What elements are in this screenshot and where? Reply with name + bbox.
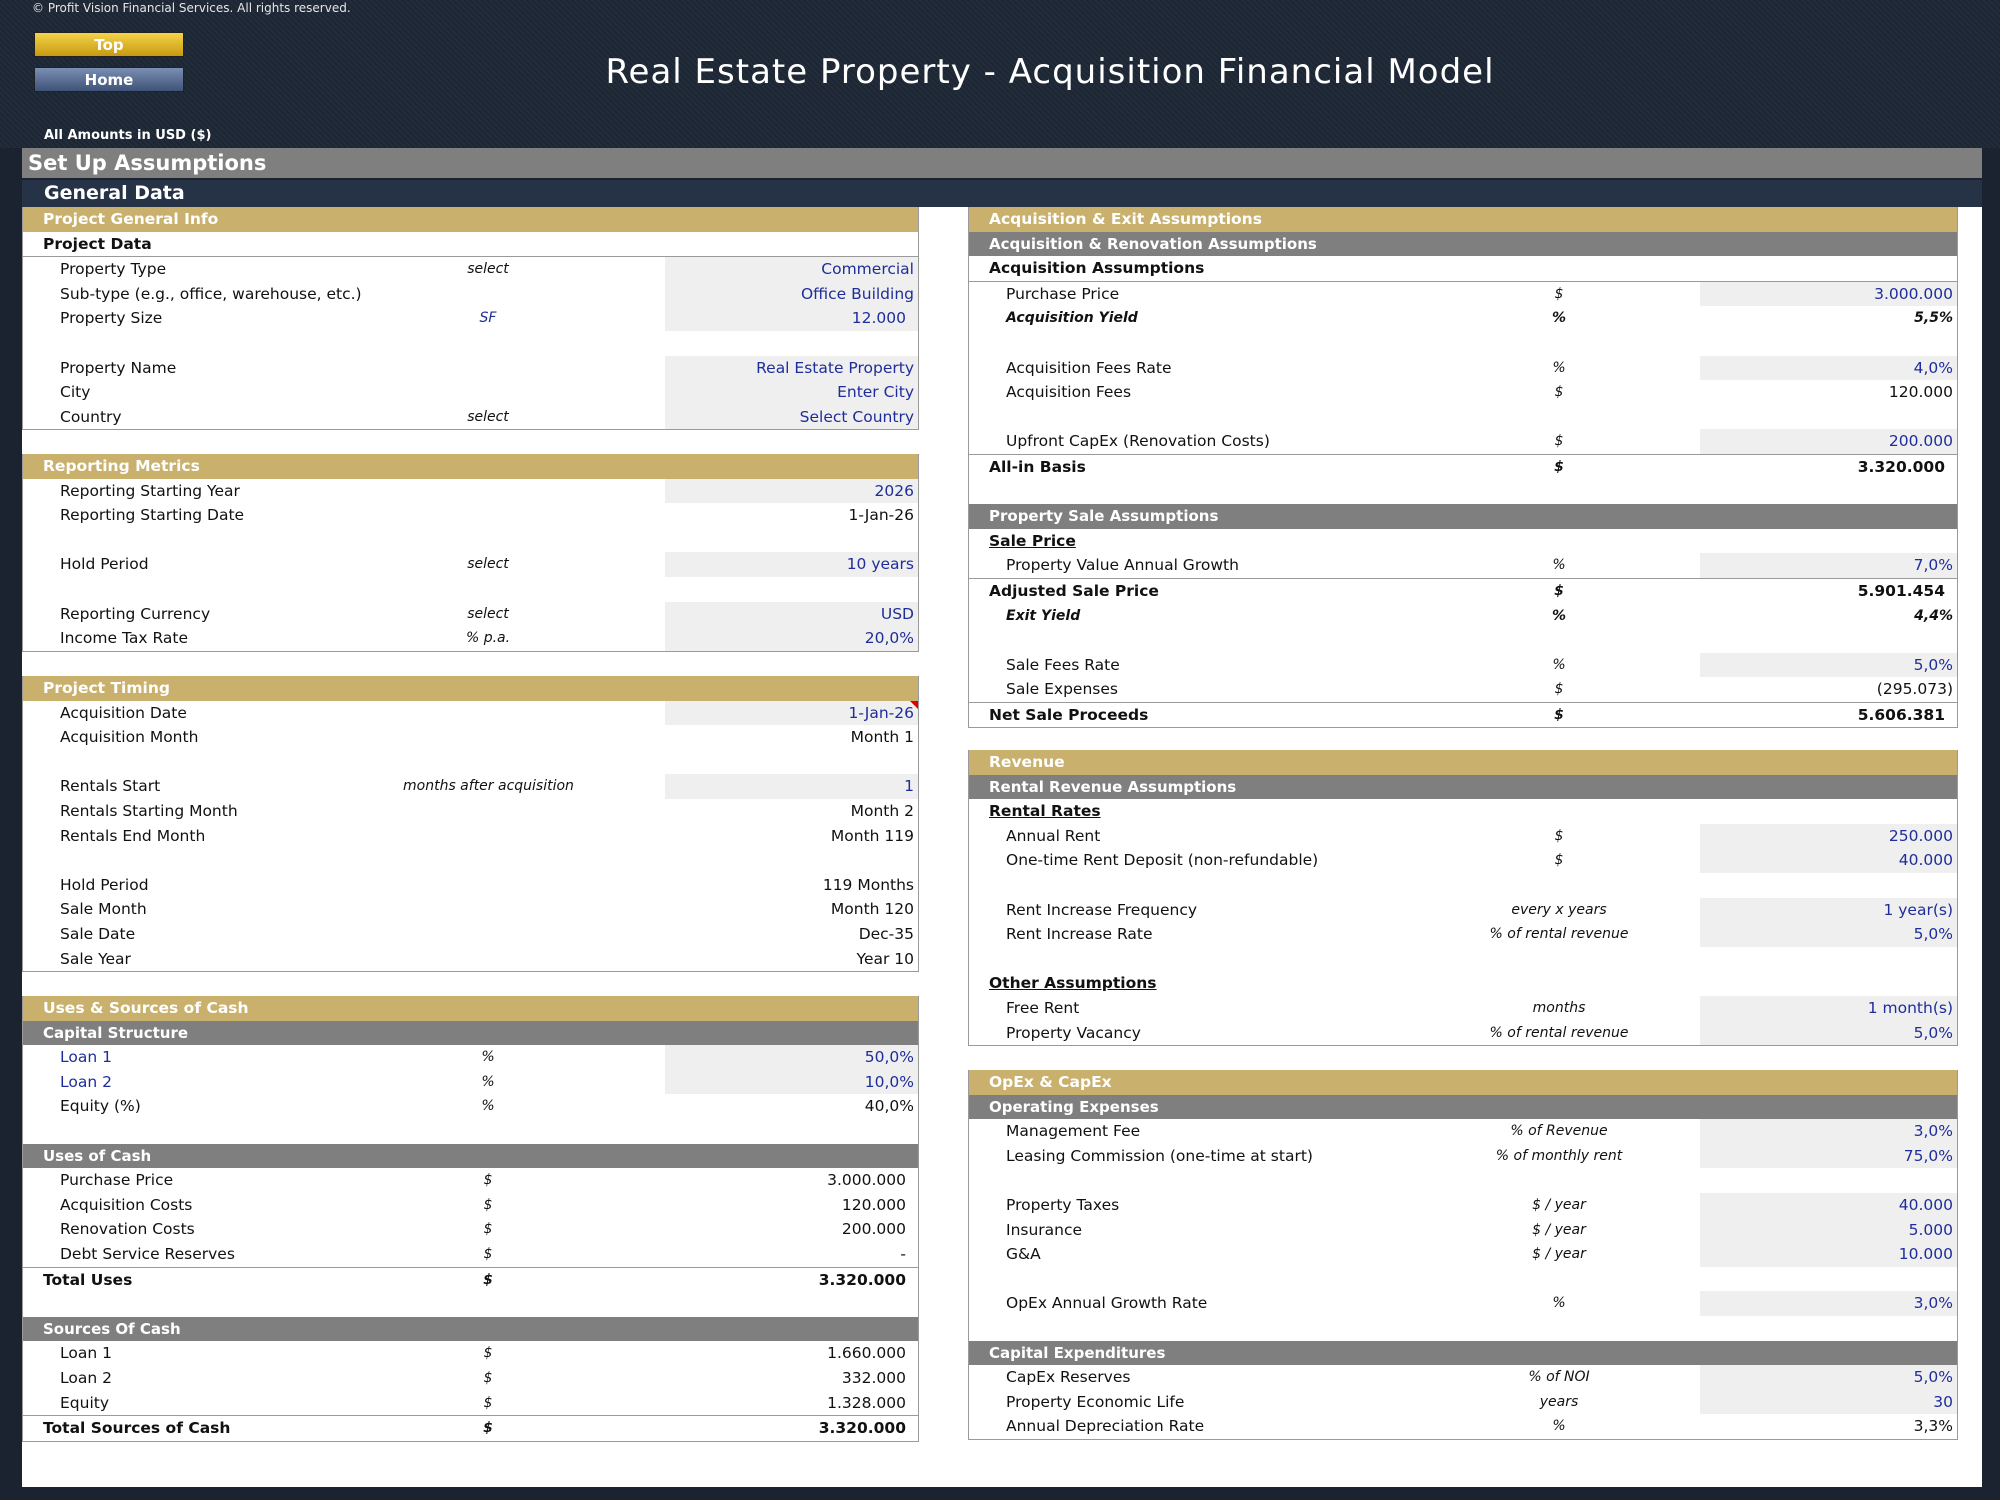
row-unit: $ / year (1532, 1196, 1586, 1213)
data-row (23, 1242, 918, 1267)
data-row (969, 677, 1957, 702)
purchase-price-input[interactable]: 3.000.000 (1700, 282, 1957, 307)
row-label: Rent Increase Frequency (1006, 900, 1198, 919)
data-row (23, 306, 918, 331)
row-label: Hold Period (60, 555, 149, 574)
row-label: Sale Expenses (1006, 680, 1118, 699)
row-label: Renovation Costs (60, 1220, 195, 1239)
spacer-row (23, 848, 918, 873)
total-row (969, 702, 1957, 728)
spacer-row (969, 873, 1957, 898)
rentals-start-input[interactable]: 1 (665, 774, 918, 799)
copyright-text: © Profit Vision Financial Services. All rights reserved. (32, 1, 351, 15)
row-label: Property Size (60, 309, 163, 328)
data-row (23, 799, 918, 824)
row-unit: $ (1554, 433, 1564, 450)
subheader-label: Project Data (43, 234, 152, 253)
property-taxes-input[interactable]: 40.000 (1700, 1193, 1957, 1218)
data-row (969, 848, 1957, 873)
row-unit: % (1552, 1295, 1566, 1312)
upfront-capex-input[interactable]: 200.000 (1700, 429, 1957, 454)
row-value: Month 120 (830, 900, 914, 919)
header-bar (0, 0, 2000, 148)
loan1-pct-input[interactable]: 50,0% (665, 1045, 918, 1070)
row-unit: $ / year (1532, 1221, 1586, 1238)
row-value: 120.000 (841, 1195, 906, 1214)
row-label: City (60, 383, 91, 402)
spacer-row (23, 750, 918, 775)
row-unit: $ (483, 1394, 493, 1411)
adjusted-sale-value: 5.901.454 (1857, 581, 1945, 600)
row-value: Dec-35 (858, 924, 914, 943)
setup-banner: Set Up Assumptions (22, 148, 1982, 178)
economic-life-input[interactable]: 30 (1700, 1390, 1957, 1415)
subheader-label: Rental Rates (989, 802, 1101, 821)
row-label: Property Name (60, 358, 177, 377)
subtype-input[interactable]: Office Building (665, 282, 918, 307)
subheader-label: Acquisition Assumptions (989, 259, 1205, 278)
row-label: Reporting Starting Year (60, 481, 240, 500)
row-value: 332.000 (841, 1368, 906, 1387)
row-unit: % of rental revenue (1489, 1024, 1629, 1041)
total-row (969, 578, 1957, 604)
vacancy-input[interactable]: 5,0% (1700, 1021, 1957, 1046)
data-row (969, 429, 1957, 454)
section-header: Revenue (969, 750, 1957, 775)
row-unit: % (1551, 310, 1567, 327)
row-label: Annual Depreciation Rate (1006, 1417, 1205, 1436)
row-value: 5,5% (1914, 310, 1953, 327)
row-unit: SF (479, 310, 497, 327)
row-unit: % (481, 1073, 495, 1090)
row-label: Sub-type (e.g., office, warehouse, etc.) (60, 284, 362, 303)
row-unit: $ (1554, 681, 1564, 698)
data-row (23, 1168, 918, 1193)
row-label: Rentals End Month (60, 826, 206, 845)
row-unit: $ (483, 1271, 493, 1288)
row-label: Acquisition Fees (1006, 383, 1132, 402)
all-in-value: 3.320.000 (1857, 457, 1945, 476)
data-row (23, 725, 918, 750)
row-value: 200.000 (841, 1220, 906, 1239)
data-row (969, 553, 1957, 578)
row-label: Loan 1 (60, 1344, 112, 1363)
section-header: Project General Info (23, 207, 918, 232)
data-row (969, 604, 1957, 629)
total-sources-value: 3.320.000 (818, 1419, 906, 1438)
revenue-section (968, 750, 1958, 1046)
data-row (23, 282, 918, 307)
row-value: 1.328.000 (827, 1393, 906, 1412)
row-value: 3.000.000 (827, 1171, 906, 1190)
total-sources-label: Total Sources of Cash (43, 1419, 231, 1438)
row-unit: $ (1554, 827, 1564, 844)
data-row (23, 824, 918, 849)
amounts-note: All Amounts in USD ($) (44, 128, 212, 143)
row-unit: % of Revenue (1510, 1123, 1608, 1140)
insurance-input[interactable]: 5.000 (1700, 1218, 1957, 1243)
row-label: Property Value Annual Growth (1006, 556, 1239, 575)
data-row (23, 1341, 918, 1366)
data-row (23, 947, 918, 972)
data-row (969, 380, 1957, 405)
spacer-row (969, 1267, 1957, 1292)
city-input[interactable]: Enter City (665, 380, 918, 405)
data-row (969, 653, 1957, 678)
data-row (23, 552, 918, 577)
rent-deposit-input[interactable]: 40.000 (1700, 848, 1957, 873)
data-row (969, 1291, 1957, 1316)
row-label: Loan 1 (60, 1048, 112, 1067)
data-row (23, 626, 918, 651)
row-unit: % of rental revenue (1489, 926, 1629, 943)
row-label: CapEx Reserves (1006, 1368, 1131, 1387)
row-unit: $ (483, 1245, 493, 1262)
row-label: Management Fee (1006, 1122, 1141, 1141)
total-uses-label: Total Uses (43, 1270, 133, 1289)
row-label: Rent Increase Rate (1006, 925, 1153, 944)
row-label: Property Type (60, 260, 167, 279)
row-label: Equity (60, 1393, 110, 1412)
spacer-row (23, 331, 918, 356)
row-label: Sale Fees Rate (1006, 655, 1120, 674)
row-unit: select (467, 261, 509, 278)
row-label: Upfront CapEx (Renovation Costs) (1006, 432, 1270, 451)
row-label: Hold Period (60, 875, 149, 894)
spacer-row (969, 1316, 1957, 1341)
row-unit: % (1552, 359, 1566, 376)
project-general-info-section (22, 207, 919, 430)
adjusted-sale-label: Adjusted Sale Price (989, 581, 1159, 600)
value-growth-input[interactable]: 7,0% (1700, 553, 1957, 578)
row-unit: $ (483, 1369, 493, 1386)
data-row (23, 479, 918, 504)
comment-indicator-icon (910, 701, 918, 709)
reporting-year-input[interactable]: 2026 (665, 479, 918, 504)
row-unit: $ (483, 1172, 493, 1189)
section-header: Reporting Metrics (23, 454, 918, 479)
data-row (23, 1391, 918, 1416)
row-label: Purchase Price (1006, 284, 1120, 303)
property-type-select[interactable]: Commercial (665, 257, 918, 282)
data-row (969, 1414, 1957, 1439)
row-unit: $ (483, 1420, 493, 1437)
page-title: Real Estate Property - Acquisition Financial Model (605, 52, 1495, 92)
data-row (23, 503, 918, 528)
row-unit: every x years (1511, 901, 1607, 918)
data-row (969, 1119, 1957, 1144)
row-unit: $ (1554, 285, 1564, 302)
row-unit: $ (1554, 852, 1564, 869)
row-unit: % (1552, 656, 1566, 673)
spacer-row (23, 577, 918, 602)
free-rent-input[interactable]: 1 month(s) (1700, 996, 1957, 1021)
uses-sources-section (22, 996, 919, 1442)
property-size-input[interactable]: 12.000 (665, 306, 918, 331)
row-label: Acquisition Costs (60, 1195, 193, 1214)
row-label: Loan 2 (60, 1368, 112, 1387)
total-uses-value: 3.320.000 (818, 1270, 906, 1289)
subsection-header: Operating Expenses (969, 1095, 1957, 1120)
data-row (969, 1390, 1957, 1415)
row-unit: % p.a. (465, 630, 511, 647)
subsection-header: Uses of Cash (23, 1144, 918, 1169)
capex-reserves-input[interactable]: 5,0% (1700, 1365, 1957, 1390)
spacer-row (969, 331, 1957, 356)
subsection-header: Capital Structure (23, 1021, 918, 1046)
data-row (969, 306, 1957, 331)
subheader-label: Sale Price (989, 531, 1076, 550)
subsection-header: Capital Expenditures (969, 1341, 1957, 1366)
row-label: Income Tax Rate (60, 629, 189, 648)
row-unit: % (1551, 607, 1567, 624)
acq-fees-rate-input[interactable]: 4,0% (1700, 356, 1957, 381)
data-row (23, 380, 918, 405)
row-unit: select (467, 408, 509, 425)
section-header: Acquisition & Exit Assumptions (969, 207, 1957, 232)
row-label: Leasing Commission (one-time at start) (1006, 1146, 1313, 1165)
data-row (23, 602, 918, 627)
row-unit: $ (483, 1196, 493, 1213)
subheader-row (23, 232, 918, 257)
subsection-header: Sources Of Cash (23, 1317, 918, 1342)
data-row (23, 774, 918, 799)
sale-fees-rate-input[interactable]: 5,0% (1700, 653, 1957, 678)
data-row (23, 1094, 918, 1119)
row-unit: $ (483, 1345, 493, 1362)
spacer-row (969, 628, 1957, 653)
reporting-metrics-section (22, 454, 919, 652)
row-unit: $ (1554, 582, 1564, 599)
row-unit: $ (1554, 458, 1564, 475)
subsection-header: Property Sale Assumptions (969, 504, 1957, 529)
data-row (969, 1144, 1957, 1169)
data-row (23, 256, 918, 282)
data-row (23, 1070, 918, 1095)
row-value: 1-Jan-26 (848, 506, 914, 525)
data-row (23, 405, 918, 430)
row-label: Acquisition Yield (1006, 310, 1138, 327)
row-label: Free Rent (1006, 998, 1080, 1017)
spacer-row (23, 1119, 918, 1144)
net-sale-value: 5.606.381 (1857, 705, 1945, 724)
row-label: Purchase Price (60, 1171, 174, 1190)
data-row (23, 897, 918, 922)
rent-frequency-input[interactable]: 1 year(s) (1700, 898, 1957, 923)
data-row (969, 1242, 1957, 1267)
total-row (23, 1415, 918, 1441)
total-row (23, 1267, 918, 1293)
general-data-banner: General Data (22, 180, 1982, 207)
subheader-row (969, 256, 1957, 281)
row-label: OpEx Annual Growth Rate (1006, 1294, 1208, 1313)
row-value: - (900, 1244, 906, 1263)
row-label: Acquisition Date (60, 703, 187, 722)
row-label: Property Vacancy (1006, 1023, 1141, 1042)
row-label: Debt Service Reserves (60, 1244, 235, 1263)
net-sale-label: Net Sale Proceeds (989, 705, 1149, 724)
data-row (969, 281, 1957, 307)
row-label: Rentals Start (60, 777, 161, 796)
row-label: Acquisition Fees Rate (1006, 358, 1172, 377)
data-row (23, 356, 918, 381)
data-row (969, 1021, 1957, 1046)
section-header: Uses & Sources of Cash (23, 996, 918, 1021)
data-row (969, 356, 1957, 381)
section-header: Project Timing (23, 676, 918, 701)
annual-rent-input[interactable]: 250.000 (1700, 824, 1957, 849)
row-value: 1.660.000 (827, 1344, 906, 1363)
row-unit: months after acquisition (403, 778, 574, 795)
data-row (969, 824, 1957, 849)
subsection-header: Rental Revenue Assumptions (969, 775, 1957, 800)
subheader-row (969, 529, 1957, 554)
acquisition-date-input[interactable]: 1-Jan-26 (665, 701, 918, 726)
row-value: Month 119 (830, 826, 914, 845)
row-label: Acquisition Month (60, 728, 199, 747)
loan2-pct-input[interactable]: 10,0% (665, 1070, 918, 1095)
data-row (23, 701, 918, 726)
row-label: Loan 2 (60, 1072, 112, 1091)
subheader-row (969, 799, 1957, 824)
currency-select[interactable]: USD (665, 602, 918, 627)
data-row (23, 1193, 918, 1218)
subsection-header: Acquisition & Renovation Assumptions (969, 232, 1957, 257)
data-row (969, 1365, 1957, 1390)
row-value: 119 Months (822, 875, 914, 894)
row-unit: % (481, 1098, 495, 1115)
data-row (969, 996, 1957, 1021)
row-label: Reporting Starting Date (60, 506, 245, 525)
hold-period-select[interactable]: 10 years (665, 552, 918, 577)
row-label: Annual Rent (1006, 826, 1101, 845)
row-unit: % of monthly rent (1495, 1147, 1623, 1164)
row-label: Property Economic Life (1006, 1392, 1185, 1411)
row-unit: $ (483, 1221, 493, 1238)
spacer-row (969, 405, 1957, 430)
row-label: One-time Rent Deposit (non-refundable) (1006, 851, 1319, 870)
row-label: Reporting Currency (60, 604, 211, 623)
row-unit: years (1539, 1393, 1579, 1410)
row-unit: $ (1554, 384, 1564, 401)
spacer-row (969, 1168, 1957, 1193)
row-unit: % (1552, 557, 1566, 574)
data-row (23, 873, 918, 898)
row-label: Country (60, 407, 122, 426)
row-unit: $ (1554, 706, 1564, 723)
opex-capex-section (968, 1070, 1958, 1440)
data-row (23, 1045, 918, 1070)
project-timing-section (22, 676, 919, 972)
data-row (969, 922, 1957, 947)
row-label: Property Taxes (1006, 1195, 1120, 1214)
data-row (23, 1366, 918, 1391)
management-fee-input[interactable]: 3,0% (1700, 1119, 1957, 1144)
row-unit: select (467, 605, 509, 622)
top-button[interactable]: Top (34, 32, 184, 57)
row-unit: % (1552, 1418, 1566, 1435)
total-row (969, 454, 1957, 480)
rent-increase-input[interactable]: 5,0% (1700, 922, 1957, 947)
country-select[interactable]: Select Country (665, 405, 918, 430)
row-value: 3,3% (1913, 1417, 1953, 1436)
data-row (969, 898, 1957, 923)
subheader-label: Other Assumptions (989, 974, 1157, 993)
subheader-row (969, 971, 1957, 996)
row-value: (295.073) (1876, 680, 1953, 699)
row-value: 40,0% (864, 1097, 914, 1116)
property-name-input[interactable]: Real Estate Property (665, 356, 918, 381)
spacer-row (969, 947, 1957, 972)
row-label: Insurance (1006, 1220, 1083, 1239)
row-label: Equity (%) (60, 1097, 141, 1116)
row-unit: % of NOI (1528, 1369, 1590, 1386)
section-header: OpEx & CapEx (969, 1070, 1957, 1095)
data-row (969, 1218, 1957, 1243)
leasing-commission-input[interactable]: 75,0% (1700, 1144, 1957, 1169)
sheet-content (22, 207, 1982, 1487)
all-in-label: All-in Basis (989, 457, 1086, 476)
spacer-row (969, 480, 1957, 505)
data-row (23, 1217, 918, 1242)
opex-growth-input[interactable]: 3,0% (1700, 1291, 1957, 1316)
row-unit: months (1532, 999, 1586, 1016)
data-row (23, 922, 918, 947)
data-row (969, 1193, 1957, 1218)
row-label: Exit Yield (1006, 607, 1081, 624)
row-label: Sale Date (60, 924, 136, 943)
home-button[interactable]: Home (34, 67, 184, 92)
row-value: Year 10 (856, 949, 914, 968)
row-label: Sale Month (60, 900, 147, 919)
row-value: 120.000 (1888, 383, 1953, 402)
spacer-row (23, 528, 918, 553)
row-value: Month 1 (850, 728, 914, 747)
acquisition-exit-section (968, 207, 1958, 728)
ga-input[interactable]: 10.000 (1700, 1242, 1957, 1267)
row-value: Month 2 (850, 801, 914, 820)
row-unit: select (467, 556, 509, 573)
spacer-row (23, 1292, 918, 1317)
row-unit: $ / year (1532, 1246, 1586, 1263)
row-label: Sale Year (60, 949, 131, 968)
row-unit: % (481, 1049, 495, 1066)
tax-rate-input[interactable]: 20,0% (665, 626, 918, 651)
row-value: 4,4% (1914, 607, 1953, 624)
row-label: G&A (1006, 1245, 1041, 1264)
row-label: Rentals Starting Month (60, 801, 238, 820)
